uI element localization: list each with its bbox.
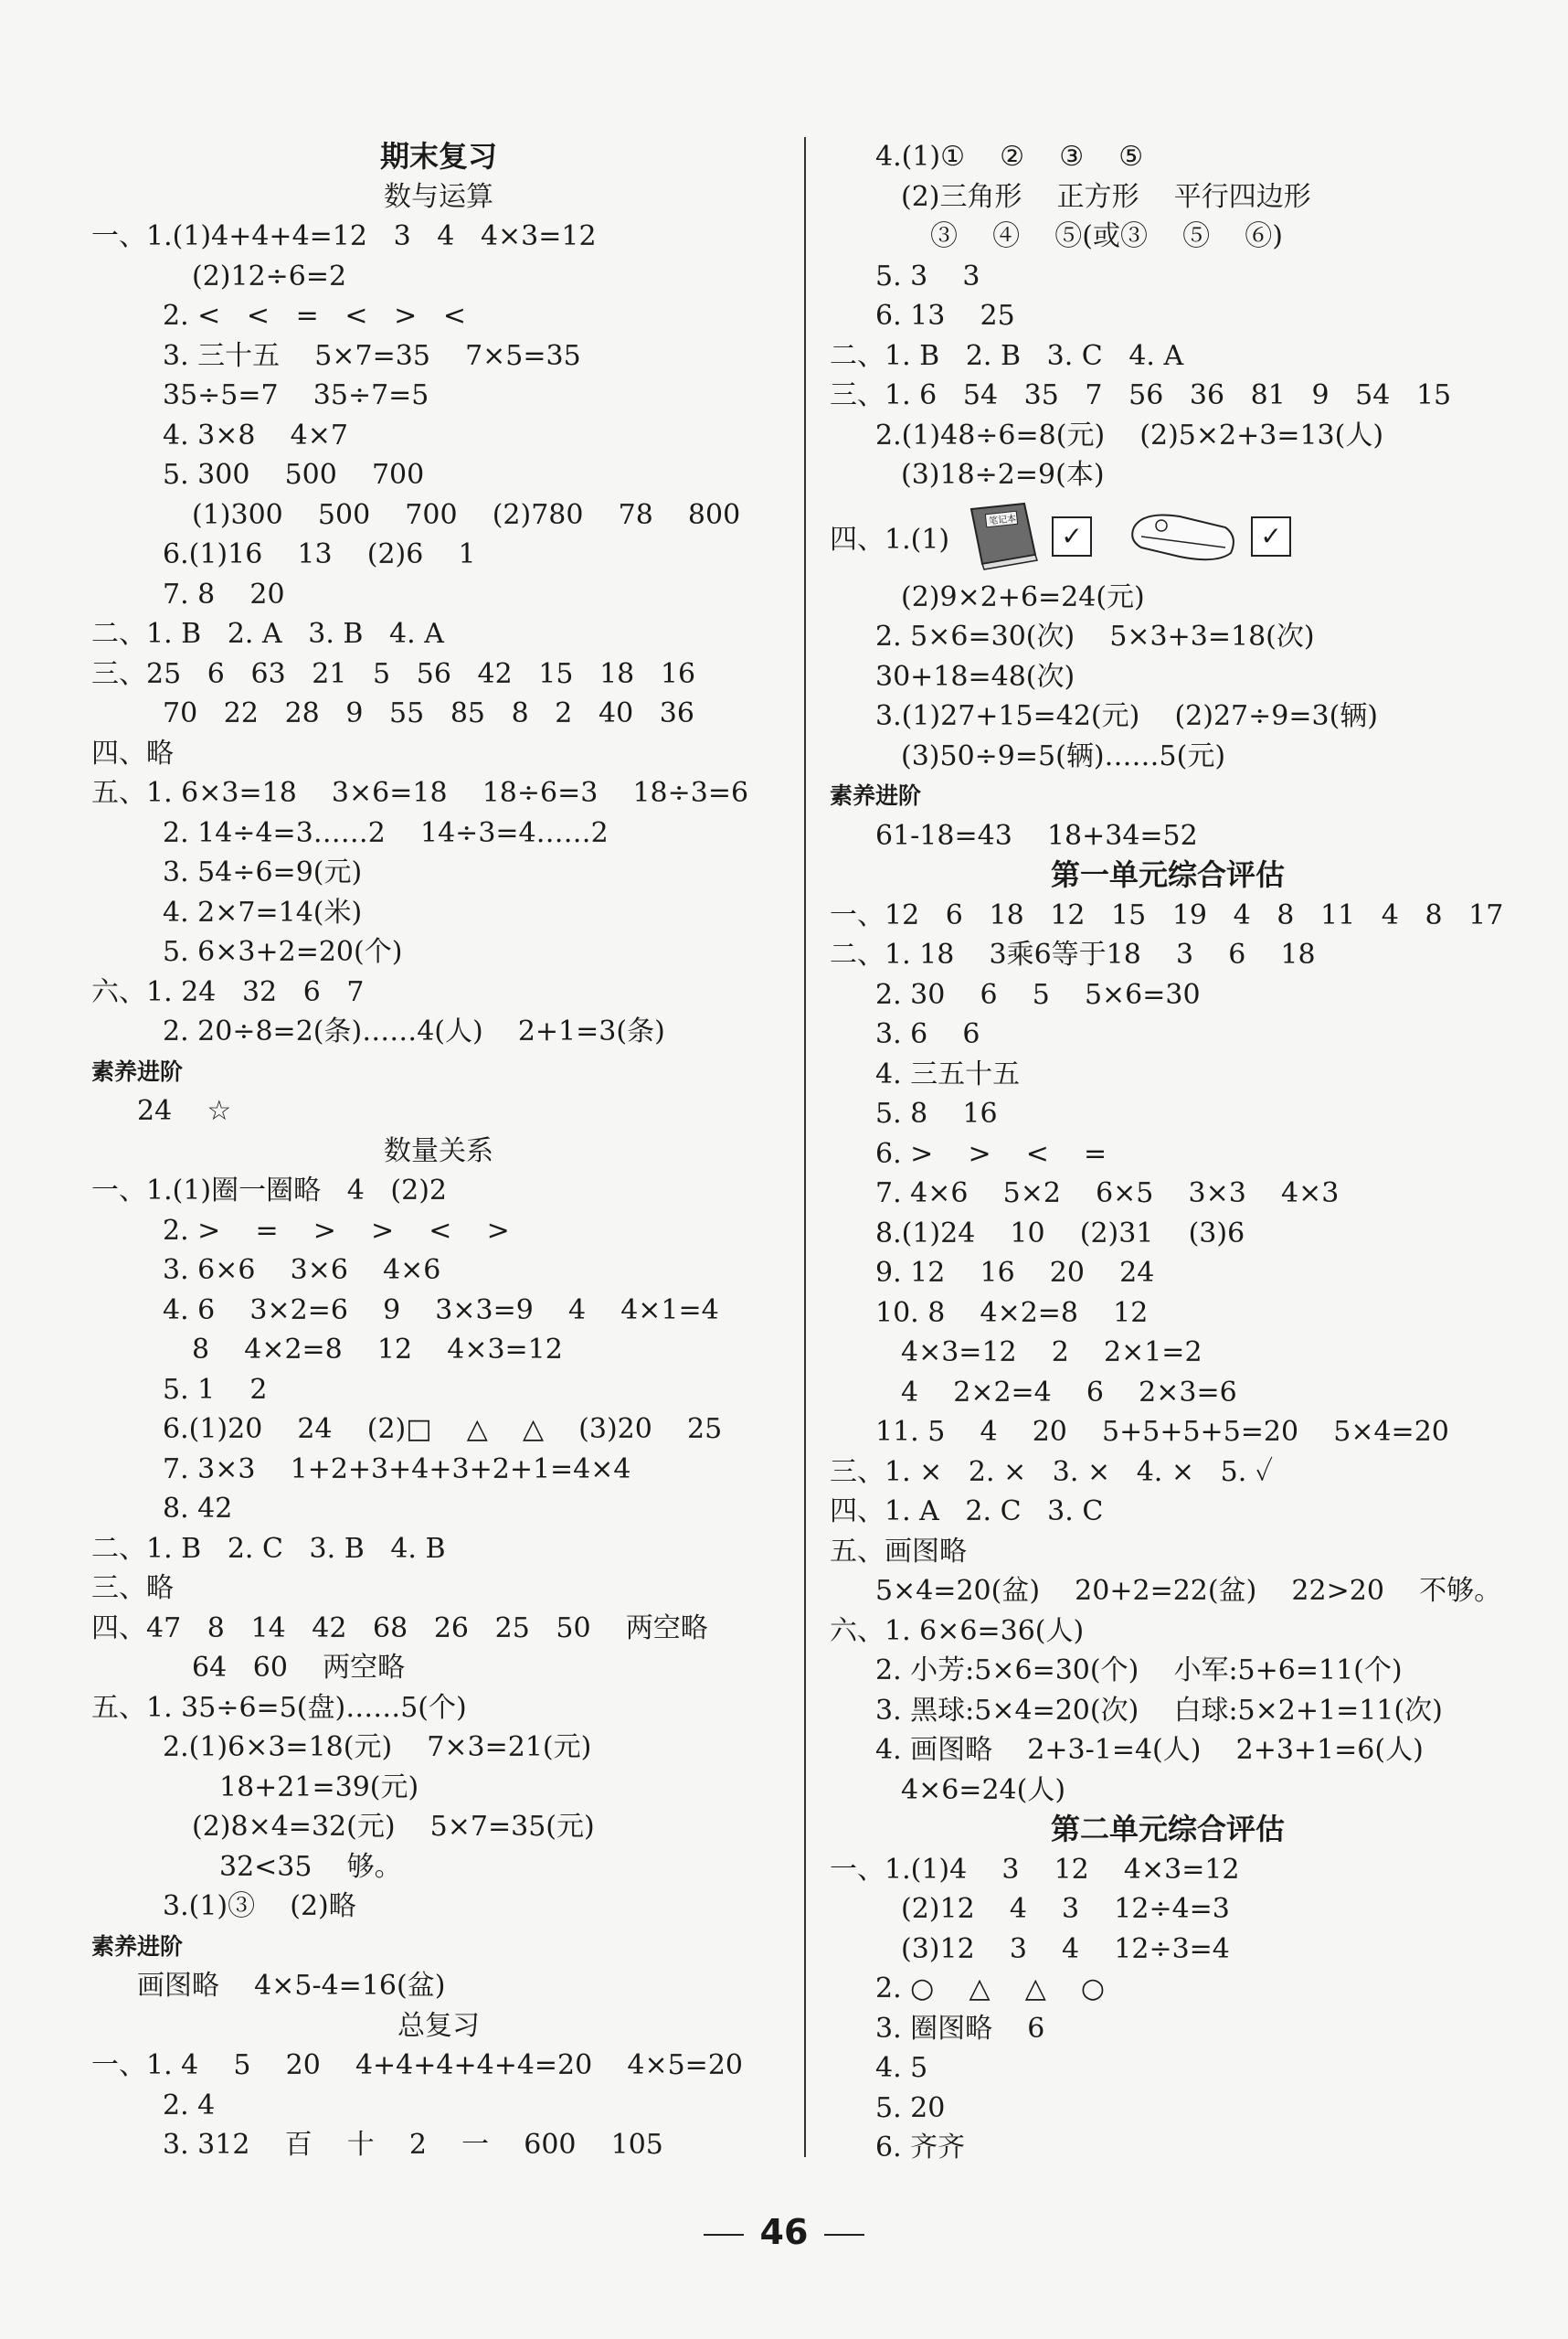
answer-line: 4.(1)① ② ③ ⑤ bbox=[875, 141, 1144, 173]
answer-line: 4. 3×8 4×7 bbox=[163, 419, 348, 452]
answer-line: (2)9×2+6=24(元) bbox=[901, 580, 1145, 613]
answer-line: 6. > > < = bbox=[875, 1137, 1107, 1170]
answer-line: 四、47 8 14 42 68 26 25 50 两空略 bbox=[91, 1611, 708, 1644]
answer-line: 7. 3×3 1+2+3+4+3+2+1=4×4 bbox=[163, 1452, 631, 1485]
answer-line: 2. < < = < > < bbox=[163, 300, 467, 332]
answer-line: 2. 14÷4=3……2 14÷3=4……2 bbox=[163, 816, 609, 849]
answer-line: 画图略 4×5-4=16(盆) bbox=[137, 1970, 446, 2002]
answer-line: (2)12 4 3 12÷4=3 bbox=[901, 1893, 1230, 1925]
answer-line: 五、1. 35÷6=5(盘)……5(个) bbox=[91, 1691, 467, 1724]
unit-title: 第二单元综合评估 bbox=[1050, 1812, 1285, 1846]
answer-line: 70 22 28 9 55 85 8 2 40 36 bbox=[163, 697, 694, 729]
answer-line: 3. 圈图略 6 bbox=[875, 2012, 1045, 2045]
answer-line: 6. 齐齐 bbox=[875, 2132, 966, 2164]
answer-line: 2.(1)6×3=18(元) 7×3=21(元) bbox=[163, 1731, 592, 1763]
answer-line: 二、1. B 2. B 3. C 4. A bbox=[830, 339, 1184, 372]
answer-line: (2)8×4=32(元) 5×7=35(元) bbox=[192, 1811, 595, 1843]
answer-line: 2. 5×6=30(次) 5×3+3=18(次) bbox=[875, 621, 1315, 653]
answer-line: 3. 6 6 bbox=[875, 1018, 980, 1050]
answer-line: 4. 画图略 2+3-1=4(人) 2+3+1=6(人) bbox=[875, 1734, 1424, 1766]
advanced-tag: 素养进阶 bbox=[91, 1932, 184, 1960]
answer-line: 5. 1 2 bbox=[163, 1373, 268, 1406]
answer-line: 三、1. 6 54 35 7 56 36 81 9 54 15 bbox=[830, 379, 1452, 411]
answer-line: 10. 8 4×2=8 12 bbox=[875, 1296, 1149, 1329]
answer-line: 30+18=48(次) bbox=[875, 660, 1075, 693]
answer-line: 2. 20÷8=2(条)……4(人) 2+1=3(条) bbox=[163, 1015, 665, 1047]
answer-line: 32<35 够。 bbox=[219, 1850, 402, 1883]
check-box: ✓ bbox=[1251, 516, 1291, 557]
answer-line: 6.(1)16 13 (2)6 1 bbox=[163, 538, 476, 570]
answer-line: 4. 三五十五 bbox=[875, 1058, 1021, 1090]
answer-line: 6. 13 25 bbox=[875, 300, 1015, 332]
answer-line: 一、1.(1)4+4+4=12 3 4 4×3=12 bbox=[91, 220, 597, 252]
answer-line: 3.(1)27+15=42(元) (2)27÷9=3(辆) bbox=[875, 700, 1378, 732]
answer-line: (3)50÷9=5(辆)……5(元) bbox=[901, 739, 1226, 772]
image-answer-row bbox=[830, 495, 1506, 578]
answer-line: 3. 三十五 5×7=35 7×5=35 bbox=[163, 339, 581, 372]
answer-line: 64 60 两空略 bbox=[192, 1652, 406, 1684]
answer-line: 三、略 bbox=[91, 1572, 174, 1604]
answer-line: 2. ○ △ △ ○ bbox=[875, 1972, 1106, 2004]
answer-line: 5. 3 3 bbox=[875, 260, 980, 292]
answer-line: 4. 2×7=14(米) bbox=[163, 896, 363, 929]
answer-line: 5. 8 16 bbox=[875, 1098, 998, 1130]
answer-line: 2. 4 bbox=[163, 2089, 216, 2121]
answer-line: 2. 小芳:5×6=30(个) 小军:5+6=11(个) bbox=[875, 1654, 1403, 1686]
answer-line: 五、1. 6×3=18 3×6=18 18÷6=3 18÷3=6 bbox=[91, 777, 749, 809]
answer-line: 3.(1)③ (2)略 bbox=[163, 1890, 356, 1922]
answer-line: 三、1. × 2. × 3. × 4. × 5. ✓ bbox=[830, 1455, 1274, 1488]
answer-line: 五、画图略 bbox=[830, 1535, 967, 1568]
check-box: ✓ bbox=[1052, 516, 1092, 557]
answer-line: 4. 6 3×2=6 9 3×3=9 4 4×1=4 bbox=[163, 1293, 719, 1326]
answer-line: 六、1. 24 32 6 7 bbox=[91, 975, 365, 1008]
answer-line: 一、1. 4 5 20 4+4+4+4+4=20 4×5=20 bbox=[91, 2049, 743, 2081]
answer-line: 三、25 6 63 21 5 56 42 15 18 16 bbox=[91, 657, 696, 690]
answer-line: 4×6=24(人) bbox=[901, 1773, 1066, 1806]
answer-line: (2)三角形 正方形 平行四边形 bbox=[901, 180, 1311, 213]
answer-line: 2. > = > > < > bbox=[163, 1214, 510, 1247]
answer-line: 61-18=43 18+34=52 bbox=[875, 819, 1198, 852]
answer-line: 5. 300 500 700 bbox=[163, 459, 425, 491]
advanced-tag: 素养进阶 bbox=[91, 1058, 184, 1085]
answer-line: 18+21=39(元) bbox=[219, 1770, 419, 1803]
notebook-label: 笔记本 bbox=[988, 513, 1017, 526]
answer-line: (2)12÷6=2 bbox=[192, 260, 347, 292]
answer-line: 5. 20 bbox=[875, 2091, 946, 2124]
left-column bbox=[91, 137, 786, 2165]
answer-line: 8.(1)24 10 (2)31 (3)6 bbox=[875, 1217, 1245, 1249]
answer-line: 9. 12 16 20 24 bbox=[875, 1257, 1155, 1289]
answer-line: 一、1.(1)圈一圈略 4 (2)2 bbox=[91, 1175, 448, 1207]
answer-line: 5. 6×3+2=20(个) bbox=[163, 936, 403, 968]
subsection-title: 总复习 bbox=[397, 2009, 480, 2042]
answer-line: 7. 8 20 bbox=[163, 578, 285, 611]
answer-line: 4×3=12 2 2×1=2 bbox=[901, 1336, 1202, 1368]
answer-line: 二、1. B 2. C 3. B 4. B bbox=[91, 1532, 446, 1565]
answer-line: (3)18÷2=9(本) bbox=[901, 459, 1105, 491]
unit-title: 第一单元综合评估 bbox=[1050, 857, 1285, 892]
answer-line: 2.(1)48÷6=8(元) (2)5×2+3=13(人) bbox=[875, 419, 1384, 452]
answer-line: 5×4=20(盆) 20+2=22(盆) 22>20 不够。 bbox=[875, 1575, 1502, 1607]
answer-line: 二、1. 18 3乘6等于18 3 6 18 bbox=[830, 939, 1316, 971]
answer-line: 4. 5 bbox=[875, 2052, 928, 2084]
notebook-icon bbox=[962, 500, 1044, 573]
column-divider bbox=[804, 137, 806, 2157]
answer-label: 四、1.(1) bbox=[830, 523, 950, 556]
answer-line: 6.(1)20 24 (2)□ △ △ (3)20 25 bbox=[163, 1413, 723, 1445]
answer-line: 2. 30 6 5 5×6=30 bbox=[875, 978, 1201, 1011]
answer-line: 4 2×2=4 6 2×3=6 bbox=[901, 1376, 1237, 1409]
answer-line: 一、12 6 18 12 15 19 4 8 11 4 8 17 bbox=[830, 898, 1504, 931]
subsection-title: 数量关系 bbox=[384, 1134, 493, 1167]
answer-line: 24 ☆ bbox=[137, 1095, 232, 1127]
answer-line: 3. 312 百 十 2 一 600 105 bbox=[163, 2129, 663, 2161]
answer-line: 四、略 bbox=[91, 737, 174, 770]
answer-line: 四、1. A 2. C 3. C bbox=[830, 1495, 1104, 1527]
answer-line: 3. 54÷6=9(元) bbox=[163, 856, 363, 888]
answer-line: ③ ④ ⑤(或③ ⑤ ⑥) bbox=[930, 220, 1283, 252]
right-column bbox=[830, 137, 1506, 2168]
section-title: 期末复习 bbox=[379, 139, 497, 174]
answer-line: 35÷5=7 35÷7=5 bbox=[163, 379, 429, 411]
answer-line: 8. 42 bbox=[163, 1493, 233, 1525]
answer-line: 8 4×2=8 12 4×3=12 bbox=[192, 1334, 563, 1366]
answer-line: 7. 4×6 5×2 6×5 3×3 4×3 bbox=[875, 1177, 1340, 1209]
answer-line: 3. 黑球:5×4=20(次) 白球:5×2+1=11(次) bbox=[875, 1694, 1443, 1727]
answer-line: 六、1. 6×6=36(人) bbox=[830, 1614, 1085, 1647]
answer-line: 11. 5 4 20 5+5+5+5=20 5×4=20 bbox=[875, 1416, 1449, 1448]
page-number: 46 bbox=[0, 2212, 1568, 2252]
answer-line: 一、1.(1)4 3 12 4×3=12 bbox=[830, 1853, 1240, 1886]
subsection-title: 数与运算 bbox=[384, 180, 493, 213]
answer-line: 3. 6×6 3×6 4×6 bbox=[163, 1254, 441, 1286]
answer-line: (3)12 3 4 12÷3=4 bbox=[901, 1932, 1230, 1965]
answer-line: (1)300 500 700 (2)780 78 800 bbox=[192, 498, 741, 531]
pencil-case-icon bbox=[1125, 500, 1244, 573]
advanced-tag: 素养进阶 bbox=[830, 782, 922, 809]
answer-line: 二、1. B 2. A 3. B 4. A bbox=[91, 618, 444, 650]
